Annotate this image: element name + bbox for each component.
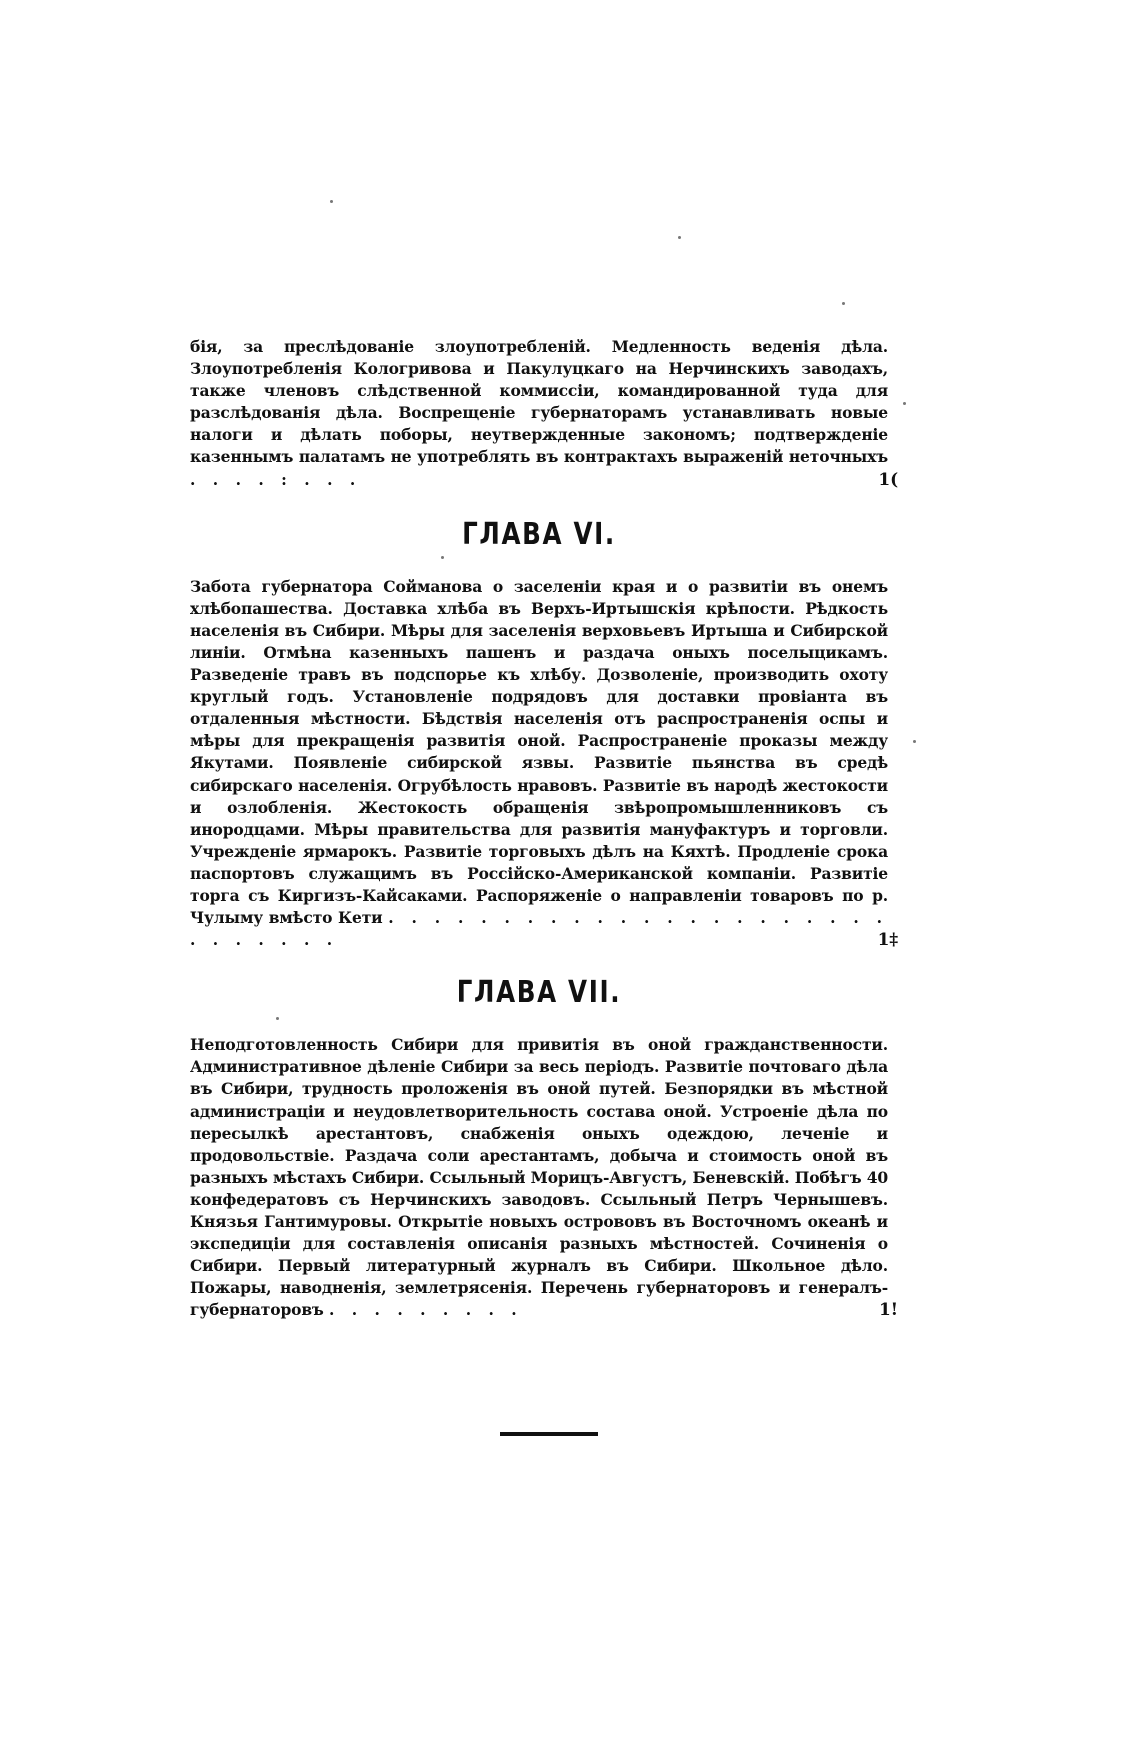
scan-speck: [913, 740, 916, 743]
toc-entry-chapter-6: [190, 576, 898, 952]
scan-speck: [330, 200, 333, 203]
scan-speck: [903, 402, 906, 405]
toc-entry-text: Неподготовленность Сибири для привитія въ оной гражданственности. Административное дѣленіе Сибири за весь періодъ. Развитіе почтоваго дѣла въ Сибири, трудность проложенія въ оной путей. Безпорядки въ мѣстной администраціи и неудовлетворительность состава оной. Устроеніе дѣла по пересылкѣ арестантовъ, снабженія оныхъ одеждою, леченіе и продовольствіе. Раздача соли арестантамъ, добыча и стоимость оной въ разныхъ мѣстахъ Сибири. Ссыльный Морицъ-Августъ, Беневскій. Побѣгъ 40 конфедератовъ съ Нерчинскихъ заводовъ. Ссыльный Петръ Чернышевъ. Князья Гантимуровы. Открытіе новыхъ острововъ въ Восточномъ океанѣ и экспедиціи для составленія описанія разныхъ мѣстностей. Сочиненія о Сибири. Первый литературный журналъ въ Сибири. Школьное дѣло. Пожары, наводненія, землетрясенія. Перечень губернаторовъ и генералъ-губернаторовъ: [190, 1035, 888, 1320]
dot-leader: . . . . : . . .: [190, 469, 362, 489]
end-rule: [500, 1432, 598, 1436]
toc-entry-text: Забота губернатора Сойманова о заселеніи края и о развитіи въ онемъ хлѣбопашества. Доставка хлѣба въ Верхъ-Иртышскія крѣпости. Рѣдкость населенія въ Сибири. Мѣры для заселенія верховьевъ Иртыша и Сибирской линіи. Отмѣна казенныхъ пашенъ и раздача оныхъ поселыцикамъ. Разведеніе травъ въ подспорье къ хлѣбу. Дозволеніе, производить охоту круглый годъ. Установленіе подрядовъ для доставки провіанта въ отдаленныя мѣстности. Бѣдствія населенія отъ распространенія оспы и мѣры для прекращенія развитія оной. Распространеніе проказы между Якутами. Появленіе сибирской язвы. Развитіе пьянства въ средѣ сибирскаго населенія. Огрубѣлость нравовъ. Развитіе въ народѣ жестокости и озлобленія. Жестокость обращенія звѣропромышленниковъ съ инородцами. Мѣры правительства для развитія мануфактуръ и торговли. Учрежденіе ярмарокъ. Развитіе торговыхъ дѣлъ на Кяхтѣ. Продленіе срока паспортовъ служащимъ въ Россійско-Американской компаніи. Развитіе торга съ Киргизъ-Кайсаками. Распоряженіе о направленіи товаровъ по р. Чулыму вмѣсто Кети: [190, 576, 888, 928]
scan-speck: [842, 302, 845, 305]
chapter-heading-7: ГЛАВА VII.: [456, 975, 622, 1011]
chapter-heading-6: ГЛАВА VI.: [462, 516, 616, 552]
dot-leader: . . . . . . . . . . . . . . . . . . . . . . . . . . . . .: [190, 908, 888, 950]
scan-speck: [678, 236, 681, 239]
dot-leader: . . . . . . . . .: [328, 1300, 523, 1320]
page-number: 1(: [878, 469, 898, 490]
scan-speck: [441, 556, 444, 559]
toc-entry-text: бія, за преслѣдованіе злоупотребленій. Медленность веденія дѣла. Злоупотребленія Кологривова и Пакулуцкаго на Нерчинскихъ заводахъ, также членовъ слѣдственной коммиссіи, командированной туда для разслѣдованія дѣла. Воспрещеніе губернаторамъ устанавливать новые налоги и дѣлать поборы, неутвержденные закономъ; подтвержденіе казеннымъ палатамъ не употреблять въ контрактахъ выраженій неточныхъ: [190, 337, 888, 467]
scan-speck: [276, 1017, 279, 1020]
toc-entry-chapter-7: [190, 1034, 898, 1321]
toc-entry-chapter-5-end: [190, 336, 898, 491]
page-number: 1‡: [877, 930, 898, 951]
page-number: 1!: [879, 1300, 898, 1321]
table-of-contents: [190, 336, 898, 1321]
